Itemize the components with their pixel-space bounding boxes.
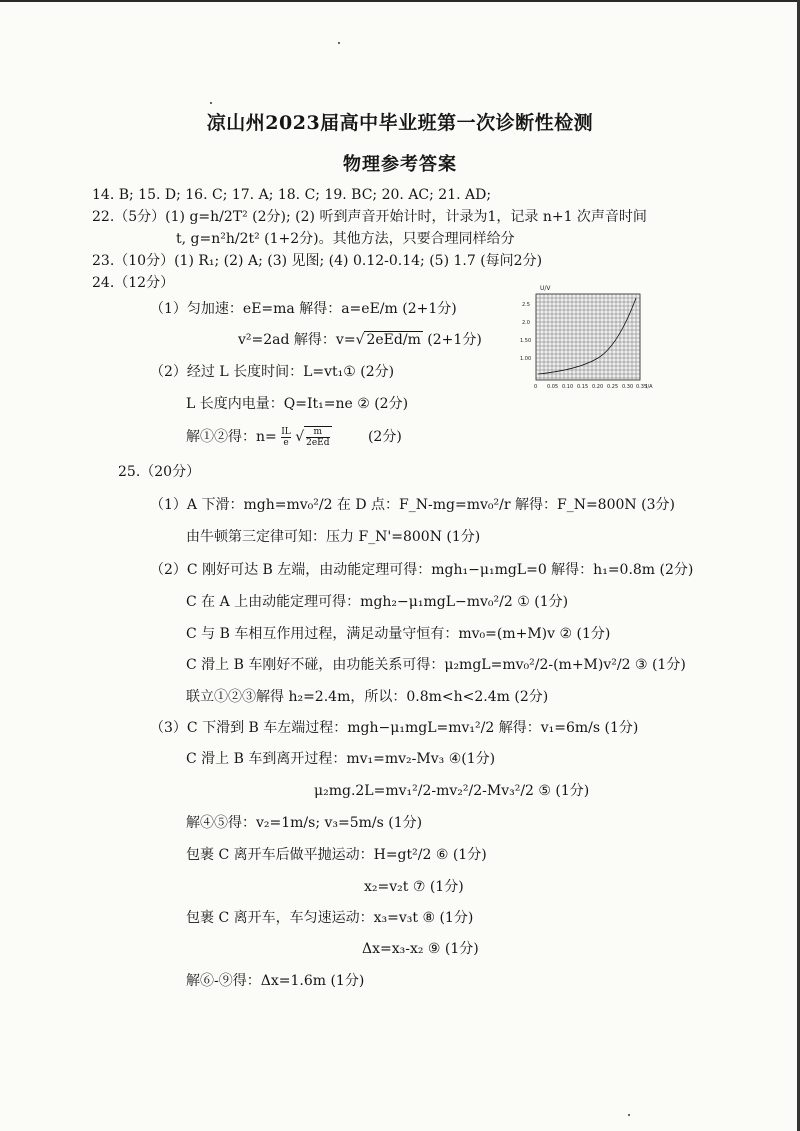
answer-25-part1-line1: （1）A 下滑：mgh=mv₀²/2 在 D 点：F_N-mg=mv₀²/r 解得：F_N=800N (3分) — [150, 497, 675, 513]
x-tick: 0.30 — [622, 384, 634, 390]
sqrt-expression: 2eEd/m — [366, 332, 421, 348]
answer-25-part2-line4: C 滑上 B 车刚好不碰，由功能关系可得：μ₂mgL=mv₀²/2-(m+M)v²/2 ③ (1分) — [186, 657, 686, 673]
x-tick: 0.05 — [547, 384, 559, 390]
answer-25-part2-line5: 联立①②③解得 h₂=2.4m，所以：0.8m<h<2.4m (2分) — [186, 689, 549, 705]
x-tick: 0.10 — [562, 384, 574, 390]
answer-22-line1: 22.（5分）(1) g=h/2T² (2分); (2) 听到声音开始计时，计录为1，记录 n+1 次声音时间 — [92, 209, 647, 225]
scan-top-edge — [0, 0, 800, 2]
sqrt-symbol: √ — [355, 332, 365, 348]
answer-24-part1-line1: （1）匀加速：eE=ma 解得：a=eE/m (2+1分) — [150, 301, 457, 317]
x-tick: 0.20 — [592, 384, 604, 390]
x-tick: 0.35 — [636, 384, 648, 390]
scan-speck — [628, 1114, 630, 1116]
y-tick: 1.00 — [520, 356, 532, 362]
answer-25-part1-line2: 由牛顿第三定律可知：压力 F_N'=800N (1分) — [186, 529, 481, 545]
answer-25-part3-line5: 包裹 C 离开车后做平抛运动：H=gt²/2 ⑥ (1分) — [186, 847, 487, 863]
answer-25-part3-line6: x₂=v₂t ⑦ (1分) — [364, 879, 464, 895]
answer-24-part2-line2: L 长度内电量：Q=It₁=ne ② (2分) — [186, 396, 409, 412]
eq-text: v²=2ad 解得：v= — [238, 332, 356, 348]
answer-25-part2-line3: C 与 B 车相互作用过程，满足动量守恒有：mv₀=(m+M)v ② (1分) — [186, 626, 611, 642]
answer-24-part1-line2 — [238, 331, 482, 349]
answer-22-line2: t, g=n²h/2t² (1+2分)。其他方法，只要合理同样给分 — [176, 231, 515, 247]
answer-25-part3-line3: μ₂mg.2L=mv₁²/2-mv₂²/2-Mv₃²/2 ⑤ (1分) — [314, 783, 590, 799]
y-tick: 1.50 — [520, 338, 532, 344]
answer-24-part2-line3 — [186, 426, 402, 448]
x-axis-label: I/A — [646, 384, 653, 390]
answer-25-part3-line7: 包裹 C 离开车，车匀速运动：x₃=v₃t ⑧ (1分) — [186, 910, 474, 926]
eq-text: 解①②得：n= — [186, 429, 277, 445]
scan-speck — [338, 42, 340, 44]
answer-25-part2-line2: C 在 A 上由动能定理可得：mgh₂−μ₁mgL−mv₀²/2 ① (1分) — [186, 594, 569, 610]
scan-speck — [210, 102, 212, 104]
answer-24-header: 24.（12分） — [92, 275, 175, 291]
x-tick: 0 — [534, 384, 538, 390]
sqrt-fraction: $\frac{m}{\text{2eEd}}$ — [306, 427, 330, 448]
answer-23: 23.（10分）(1) R₁; (2) A; (3) 见图; (4) 0.12-0.14; (5) 1.7 (每问2分) — [92, 253, 543, 269]
sqrt-symbol: √ — [295, 429, 305, 445]
document-title: 凉山州2023届高中毕业班第一次诊断性检测 — [206, 112, 594, 134]
eq-score: (2+1分) — [422, 332, 482, 348]
answer-25-part3-line4: 解④⑤得：v₂=1m/s; v₃=5m/s (1分) — [186, 815, 423, 831]
y-axis-label: U/V — [540, 285, 551, 292]
answer-25-part3-line2: C 滑上 B 车到离开过程：mv₁=mv₂-Mv₃ ④(1分) — [186, 751, 496, 767]
answer-25-part3-line8: Δx=x₃-x₂ ⑨ (1分) — [362, 941, 479, 957]
y-tick: 2.5 — [522, 302, 530, 308]
x-tick: 0.15 — [577, 384, 589, 390]
answer-25-part2-line1: （2）C 刚好可达 B 左端，由动能定理可得：mgh₁−μ₁mgL=0 解得：h₁=0.8m (2分) — [150, 562, 694, 578]
answer-24-part2-line1: （2）经过 L 长度时间：L=vt₁① (2分) — [150, 364, 395, 380]
answer-25-part3-line9: 解⑥-⑨得：Δx=1.6m (1分) — [186, 973, 365, 989]
document-subtitle: 物理参考答案 — [343, 154, 457, 175]
answer-14-21: 14. B; 15. D; 16. C; 17. A; 18. C; 19. BC; 20. AC; 21. AD; — [92, 187, 492, 203]
y-tick: 2.0 — [522, 320, 530, 326]
ui-graph-figure — [518, 278, 658, 396]
x-tick: 0.25 — [607, 384, 619, 390]
fraction: $\frac{IL}{e}$ — [281, 426, 291, 448]
eq-score: (2分) — [367, 429, 402, 445]
answer-25-part3-line1: （3）C 下滑到 B 车左端过程：mgh−μ₁mgL=mv₁²/2 解得：v₁=6m/s (1分) — [150, 720, 639, 736]
answer-25-header: 25.（20分） — [118, 464, 201, 480]
